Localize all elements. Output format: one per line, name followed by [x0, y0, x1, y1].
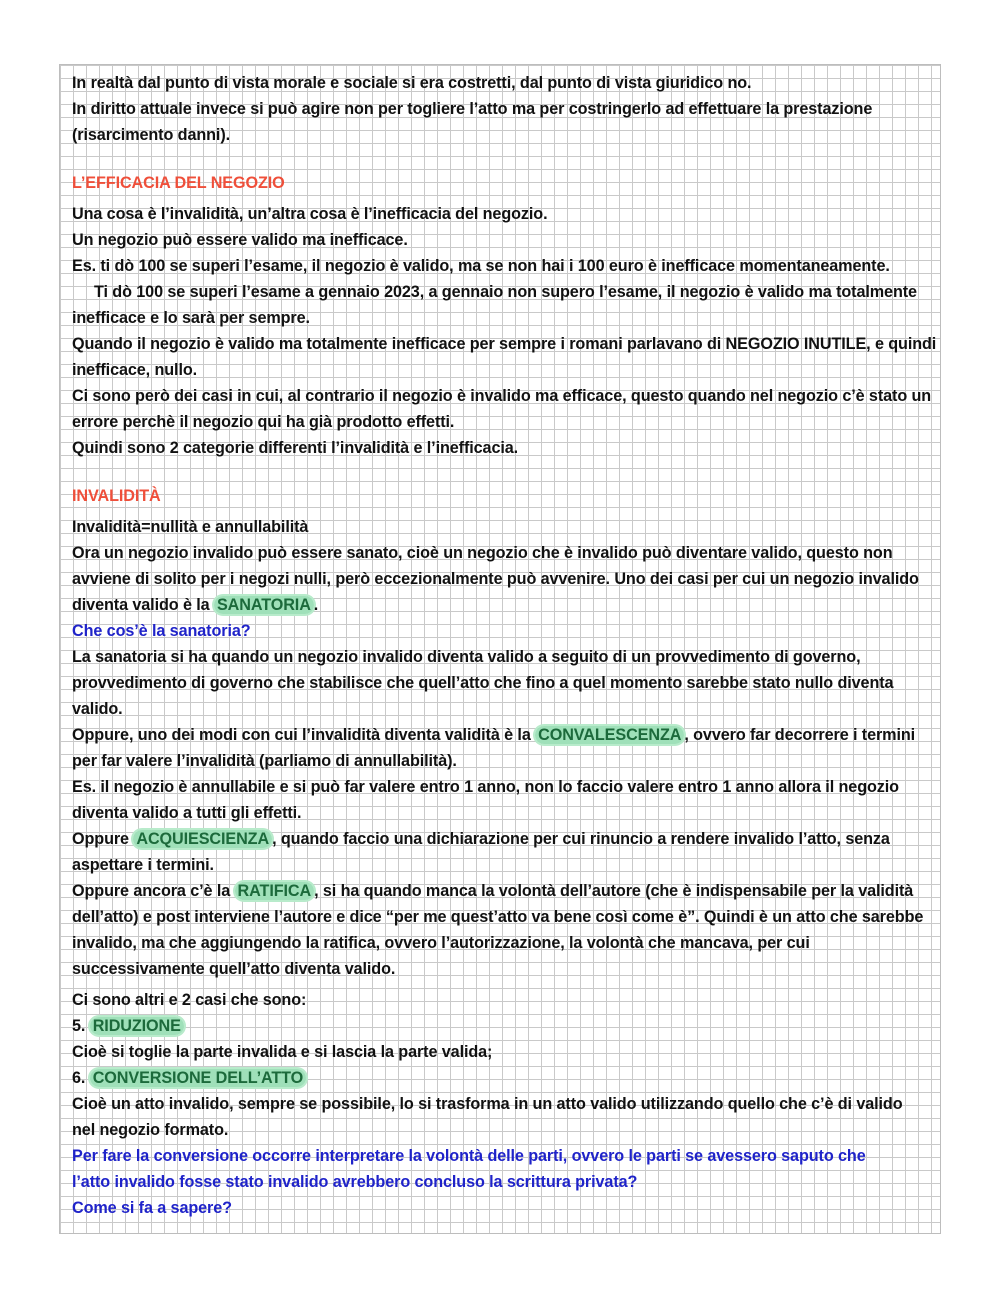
text-segment: , quando faccio una dichiarazione per cui rinuncio a rendere invalido l’atto, senza: [272, 830, 890, 848]
text-line: inefficace, nullo.: [72, 361, 198, 379]
notes-body: [72, 70, 940, 1221]
text-line: aspettare i termini.: [72, 856, 214, 874]
text-line: (risarcimento danni).: [72, 126, 231, 144]
text-segment: , ovvero far decorrere i termini: [684, 726, 916, 744]
text-line: In diritto attuale invece si può agire non per togliere l’atto ma per costringerlo ad effettuare la prestazione: [72, 100, 873, 118]
text-line: Ci sono altri e 2 casi che sono:: [72, 991, 307, 1009]
text-line: [72, 592, 940, 618]
text-line: [72, 878, 940, 904]
text-line: successivamente quell’atto diventa valido.: [72, 960, 396, 978]
text-line: provvedimento di governo che stabilisce che quell’atto che fino a quel momento sarebbe stato nullo diventa: [72, 674, 894, 692]
text-line: Ora un negozio invalido può essere sanato, cioè un negozio che è invalido può diventare valido, questo non: [72, 544, 893, 562]
text-line: avviene di solito per i negozi nulli, però eccezionalmente può avvenire. Uno dei casi per cui un negozio invalido: [72, 570, 919, 588]
list-item-5: [72, 1013, 940, 1039]
text-line: nel negozio formato.: [72, 1121, 229, 1139]
text-line: Es. il negozio è annullabile e si può far valere entro 1 anno, non lo faccio valere entro 1 anno allora il negozio: [72, 778, 899, 796]
text-line: Un negozio può essere valido ma inefficace.: [72, 231, 408, 249]
text-line: In realtà dal punto di vista morale e sociale si era costretti, dal punto di vista giuridico no.: [72, 74, 752, 92]
text-line: diventa valido a tutti gli effetti.: [72, 804, 302, 822]
text-line: La sanatoria si ha quando un negozio invalido diventa valido a seguito di un provvedimento di governo,: [72, 648, 861, 666]
text-line: Invalidità=nullità e annullabilità: [72, 518, 309, 536]
text-line: Quando il negozio è valido ma totalmente inefficace per sempre i romani parlavano di NEGOZIO INUTILE, e quindi: [72, 335, 937, 353]
text-line: Una cosa è l’invalidità, un’altra cosa è l’inefficacia del negozio.: [72, 205, 548, 223]
question-line: l’atto invalido fosse stato invalido avrebbero concluso la scrittura privata?: [72, 1173, 638, 1191]
text-segment: Oppure: [72, 830, 134, 848]
highlight-acquiescienza: ACQUIESCIENZA: [133, 830, 272, 848]
text-segment: Oppure, uno dei modi con cui l’invalidità diventa validità è la: [72, 726, 536, 744]
list-item-6: [72, 1065, 940, 1091]
highlight-conversione: CONVERSIONE DELL’ATTO: [90, 1069, 306, 1087]
highlight-riduzione: RIDUZIONE: [90, 1017, 184, 1035]
text-line: errore perchè il negozio qui ha già prodotto effetti.: [72, 413, 455, 431]
text-segment: Oppure ancora c’è la: [72, 882, 235, 900]
text-line: dell’atto) e post interviene l’autore e dice “per me quest’atto va bene così come è”. Quindi è un atto che sarebbe: [72, 908, 924, 926]
text-line: [72, 826, 940, 852]
text-line: Es. ti dò 100 se superi l’esame, il negozio è valido, ma se non hai i 100 euro è inefficace momentaneamente.: [72, 257, 890, 275]
question-line: Che cos’è la sanatoria?: [72, 622, 251, 640]
text-line: Ci sono però dei casi in cui, al contrario il negozio è invalido ma efficace, questo quando nel negozio c’è stato un: [72, 387, 932, 405]
text-line: invalido, ma che aggiungendo la ratifica, ovvero l’autorizzazione, la volontà che mancava, per cui: [72, 934, 810, 952]
section-heading-invalidita: INVALIDITÀ: [72, 487, 161, 505]
text-segment: .: [313, 596, 319, 614]
text-line: Quindi sono 2 categorie differenti l’invalidità e l’inefficacia.: [72, 439, 519, 457]
text-line: [72, 722, 940, 748]
section-heading-efficacia: L’EFFICACIA DEL NEGOZIO: [72, 174, 285, 192]
highlight-sanatoria: SANATORIA: [214, 596, 314, 614]
question-line: Come si fa a sapere?: [72, 1199, 232, 1217]
highlight-ratifica: RATIFICA: [235, 882, 315, 900]
text-line: Cioè si toglie la parte invalida e si lascia la parte valida;: [72, 1043, 493, 1061]
text-line: inefficace e lo sarà per sempre.: [72, 309, 310, 327]
highlight-convalescenza: CONVALESCENZA: [535, 726, 684, 744]
text-segment: , si ha quando manca la volontà dell’autore (che è indispensabile per la validità: [314, 882, 914, 900]
text-line: Ti dò 100 se superi l’esame a gennaio 2023, a gennaio non supero l’esame, il negozio è valido ma totalmente: [94, 283, 917, 301]
question-line: Per fare la conversione occorre interpretare la volontà delle parti, ovvero le parti se avessero saputo che: [72, 1147, 866, 1165]
text-line: Cioè un atto invalido, sempre se possibile, lo si trasforma in un atto valido utilizzando quello che c’è di valido: [72, 1095, 903, 1113]
list-number: 6.: [72, 1069, 90, 1087]
text-segment: diventa valido è la: [72, 596, 214, 614]
text-line: per far valere l’invalidità (parliamo di annullabilità).: [72, 752, 457, 770]
text-line: valido.: [72, 700, 123, 718]
list-number: 5.: [72, 1017, 90, 1035]
